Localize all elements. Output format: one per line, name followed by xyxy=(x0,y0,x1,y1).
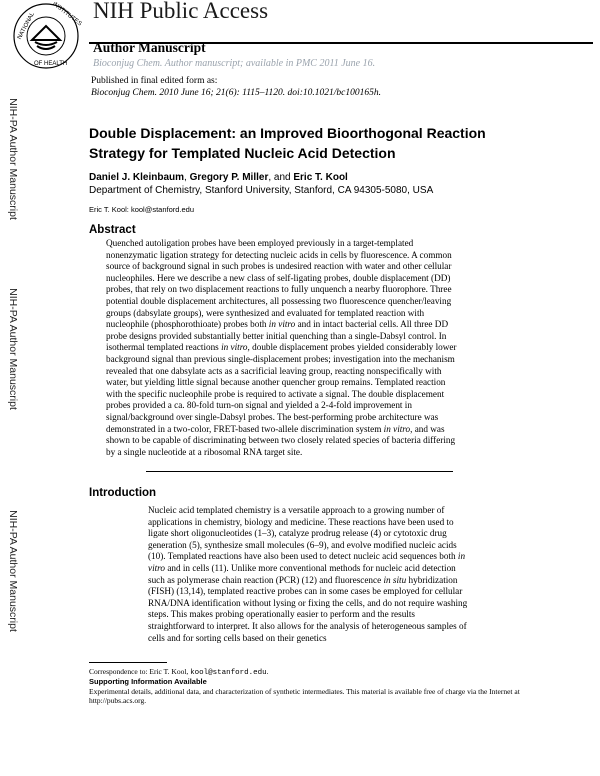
logo-text-bottom: OF HEALTH xyxy=(34,61,68,67)
abstract-divider xyxy=(146,471,453,472)
sidebar-label-3: NIH-PA Author Manuscript xyxy=(7,510,19,632)
introduction-body: Nucleic acid templated chemistry is a versatile approach to a growing number of applications in chemistry, biology and medicine. These reactions have been used to ligate short oligonucleotides (1–3), catalyze prodrug release (4) or cytotoxic drug generation (5), synthesize small molecules (6–9), and evolve modified nucleic acids (10). Templated reactions have also been used to detect nucleic acid sequences both in vitro and in cells (11). Unlike more conventional methods for nucleic acid detection such as polymerase chain reaction (PCR) (12) and fluorescence in situ hybridization (FISH) (13,14), templated reactive probes can in some cases be employed for cellular RNA/DNA identification without lysing or fixing the cells, and do not require washing steps. This makes probing operationally easier to perform and the results straightforward to interpret. It also allows for the analysis of heterogeneous samples of cells and for sorting cells based on their genetics xyxy=(148,505,468,643)
author-email[interactable]: Eric T. Kool: kool@stanford.edu xyxy=(89,205,195,214)
abstract-body: Quenched autoligation probes have been employed previously in a target-templated nonenzymatic ligation strategy for detecting nucleic acids in cells by fluorescence. A common source of background signal in such probes is undesired reaction with water and other cellular nucleophiles. Here we describe a new class of self-ligating probes, double displacement (DD) probes, that rely on two displacement reactions to fully unquench a nearby fluorophore. Three potential double displacement architectures, all possessing two fluorescence quencher/leaving groups (dabsylate groups), were synthesized and evaluated for templated reaction with nucleophile (phosphorothioate) probes both in vitro and in intact bacterial cells. All three DD probe designs provided substantially better initial quenching than a single-Dabsyl control. In isothermal templated reactions in vitro, double displacement probes yielded considerably lower background signal than previous single-displacement probes; investigation into the mechanism revealed that one dabsylate acts as a sacrificial leaving group, reacting nonspecifically with water, but yielding little signal because another quencher group remains. Templated reaction with the specific nucleophile probe is required to activate a signal. The double displacement probes provided a ca. 80-fold turn-on signal and yielded a 2-4-fold improvement in signal/background over single-Dabsyl probes. The best-performing probe architecture was demonstrated in a two-color, FRET-based two-allele discrimination system in vitro, and was shown to be capable of discriminating between two closely related species of bacteria differing by a single nucleotide at a ribosomal RNA target site. xyxy=(106,238,457,457)
footnote-rule xyxy=(89,662,167,663)
correspondence-note: Correspondence to: Eric T. Kool, kool@stanford.edu. xyxy=(89,667,269,677)
public-access-title: NIH Public Access xyxy=(93,0,269,23)
author-manuscript-label: Author Manuscript xyxy=(93,40,206,55)
sidebar-label-1: NIH-PA Author Manuscript xyxy=(7,98,19,220)
availability-line: Bioconjug Chem. Author manuscript; available in PMC 2011 June 16. xyxy=(93,58,376,69)
nih-logo xyxy=(8,2,88,70)
author-3: Eric T. Kool xyxy=(293,172,348,183)
affiliation: Department of Chemistry, Stanford University, Stanford, CA 94305-5080, USA xyxy=(89,185,434,196)
author-list: Daniel J. Kleinbaum, Gregory P. Miller, and Eric T. Kool xyxy=(89,172,348,183)
abstract-heading: Abstract xyxy=(89,224,136,236)
published-in-label: Published in final edited form as: xyxy=(91,76,218,86)
author-1: Daniel J. Kleinbaum xyxy=(89,172,185,183)
sidebar-label-2: NIH-PA Author Manuscript xyxy=(7,288,19,410)
correspondence-email[interactable]: kool@stanford.edu xyxy=(190,669,267,677)
article-title: Double Displacement: an Improved Bioorthogonal Reaction Strategy for Templated Nucleic Acid Detection xyxy=(89,125,486,161)
author-2: Gregory P. Miller xyxy=(189,172,269,183)
citation-line: Bioconjug Chem. 2010 June 16; 21(6): 1115–1120. doi:10.1021/bc100165h. xyxy=(91,88,381,98)
logo-text-right: INSTITUTES xyxy=(51,2,83,28)
supporting-info-text: Experimental details, additional data, and characterization of synthetic intermediates. This material is available free of charge via the Internet at http://pubs.acs.org. xyxy=(89,687,520,705)
supporting-info-heading: Supporting Information Available xyxy=(89,677,207,686)
introduction-heading: Introduction xyxy=(89,487,157,499)
logo-text-left: NATIONAL xyxy=(16,11,37,41)
